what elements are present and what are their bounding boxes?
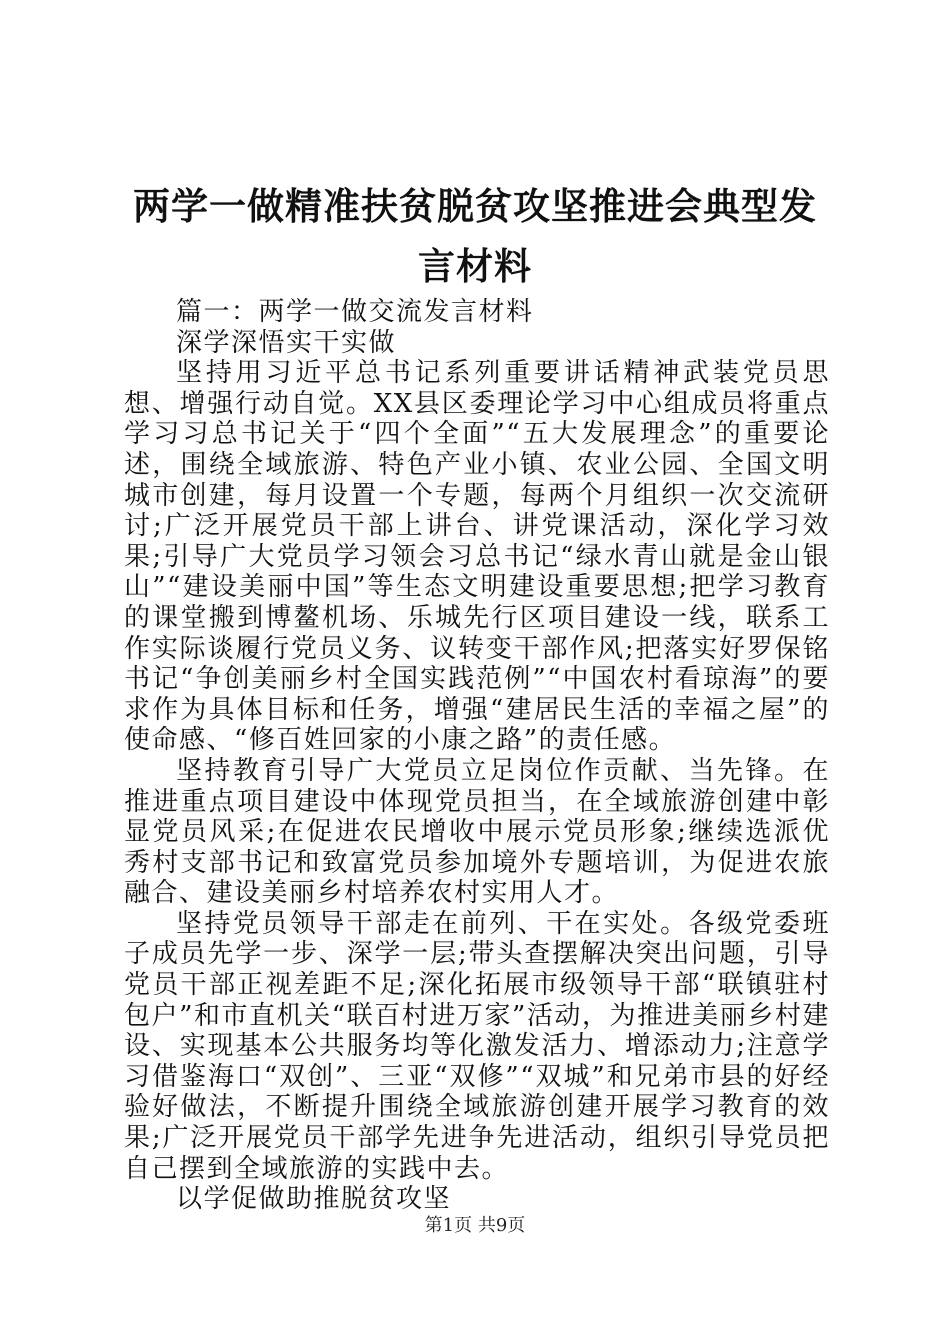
document-body: [124, 297, 830, 1215]
subsection-heading: 以学促做助推脱贫攻坚: [176, 1184, 452, 1215]
document-title: 两学一做精准扶贫脱贫攻坚推进会典型发言材料: [133, 184, 817, 288]
section-heading: 篇一：两学一做交流发言材料: [176, 297, 534, 327]
subsection-heading: 深学深悟实干实做: [176, 327, 397, 358]
page-number: 第1页 共9页: [424, 1215, 526, 1236]
body-paragraph: 坚持用习近平总书记系列重要讲话精神武装党员思想、增强行动自觉。XX县区委理论学习中心组成员将重点学习习总书记关于“四个全面”“五大发展理念”的重要论述，围绕全域旅游、特色产业小镇、农业公园、全国文明城市创建，每月设置一个专题，每两个月组织一次交流研讨;广泛开展党员干部上讲台、讲党课活动，深化学习效果;引导广大党员学习领会习总书记“绿水青山就是金山银山”“建设美丽中国”等生态文明建设重要思想;把学习教育的课堂搬到博鳌机场、乐城先行区项目建设一线，联系工作实际谈履行党员义务、议转变干部作风;把落实好罗保铭书记“争创美丽乡村全国实践范例”“中国农村看琼海”的要求作为具体目标和任务，增强“建居民生活的幸福之屋”的使命感、“修百姓回家的小康之路”的责任感。: [124, 358, 830, 756]
body-paragraph: 坚持党员领导干部走在前列、干在实处。各级党委班子成员先学一步、深学一层;带头查摆解决突出问题，引导党员干部正视差距不足;深化拓展市级领导干部“联镇驻村包户”和市直机关“联百村进万家”活动，为推进美丽乡村建设、实现基本公共服务均等化激发活力、增添动力;注意学习借鉴海口“双创”、三亚“双修”“双城”和兄弟市县的好经验好做法，不断提升围绕全域旅游创建开展学习教育的效果;广泛开展党员干部学先进争先进活动，组织引导党员把自己摆到全域旅游的实践中去。: [124, 908, 830, 1184]
body-paragraph: 坚持教育引导广大党员立足岗位作贡献、当先锋。在推进重点项目建设中体现党员担当，在全域旅游创建中彰显党员风采;在促进农民增收中展示党员形象;继续选派优秀村支部书记和致富党员参加境外专题培训，为促进农旅融合、建设美丽乡村培养农村实用人才。: [124, 755, 830, 909]
